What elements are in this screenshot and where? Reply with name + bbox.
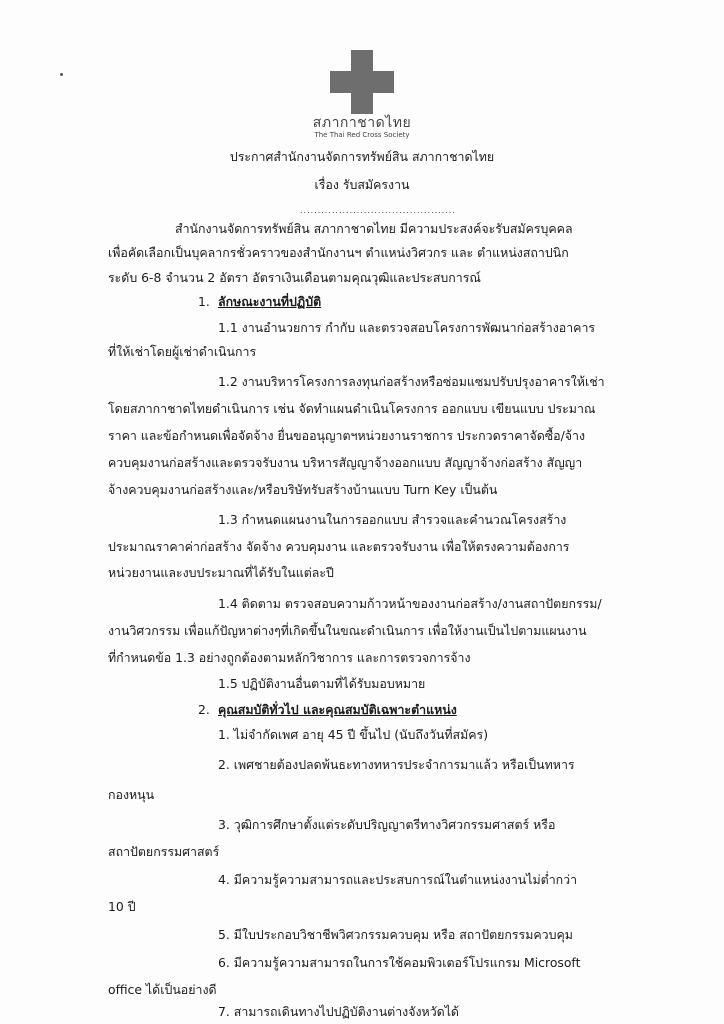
red-cross-icon [330, 50, 394, 114]
qualification-6-line-2: office ได้เป็นอย่างดี [108, 982, 217, 997]
qualification-3-line-2: สถาปัตยกรรมศาสตร์ [108, 844, 220, 859]
qualification-3-line-1: 3. วุฒิการศึกษาตั้งแต่ระดับปริญญาตรีทางวิศวกรรมศาสตร์ หรือ [218, 817, 556, 832]
qualification-2-line-2: กองหนุน [108, 787, 155, 802]
logo-english-name: The Thai Red Cross Society [314, 131, 410, 139]
item-1-4-line-1: 1.4 ติดตาม ตรวจสอบความก้าวหน้าของงานก่อสร้าง/งานสถาปัตยกรรม/ [218, 596, 602, 611]
item-1-2-line-1: 1.2 งานบริหารโครงการลงทุนก่อสร้างหรือซ่อมแซมปรับปรุงอาคารให้เช่า [218, 374, 605, 389]
item-1-2-line-4: ควบคุมงานก่อสร้างและตรวจรับงาน บริหารสัญญาจ้างออกแบบ สัญญาจ้างก่อสร้าง สัญญา [108, 455, 583, 470]
qualification-5: 5. มีใบประกอบวิชาชีพวิศวกรรมควบคุม หรือ สถาปัตยกรรมควบคุม [218, 927, 573, 942]
announcement-title: ประกาศสำนักงานจัดการทรัพย์สิน สภากาชาดไทย [229, 149, 495, 164]
qualification-7: 7. สามารถเดินทางไปปฏิบัติงานต่างจังหวัดได้ [218, 1004, 459, 1019]
section-1-number: 1. [198, 294, 210, 309]
item-1-4-line-2: งานวิศวกรรม เพื่อแก้ปัญหาต่างๆที่เกิดขึ้นในขณะดำเนินการ เพื่อให้งานเป็นไปตามแผนงาน [108, 623, 587, 638]
item-1-2-line-5: จ้างควบคุมงานก่อสร้างและ/หรือบริษัทรับสร้างบ้านแบบ Turn Key เป็นต้น [108, 482, 498, 497]
title-separator: ............................................ [300, 206, 456, 215]
qualification-6-line-1: 6. มีความรู้ความสามารถในการใช้คอมพิวเตอร์โปรแกรม Microsoft [218, 955, 581, 970]
qualification-2-line-1: 2. เพศชายต้องปลดพ้นธะทางทหารประจำการมาแล้ว หรือเป็นทหาร [218, 757, 575, 772]
announcement-subject: เรื่อง รับสมัครงาน [314, 177, 410, 192]
section-2-heading: คุณสมบัติทั่วไป และคุณสมบัติเฉพาะตำแหน่ง [218, 702, 457, 717]
intro-line-1: สำนักงานจัดการทรัพย์สิน สภากาชาดไทย มีความประสงค์จะรับสมัครบุคคล [175, 221, 573, 236]
section-1-heading: ลักษณะงานที่ปฏิบัติ [218, 294, 322, 309]
item-1-2-line-2: โดยสภากาชาดไทยดำเนินการ เช่น จัดทำแผนดำเนินโครงการ ออกแบบ เขียนแบบ ประมาณ [108, 401, 596, 416]
qualification-1: 1. ไม่จำกัดเพศ อายุ 45 ปี ขึ้นไป (นับถึงวันที่สมัคร) [218, 727, 489, 742]
item-1-3-line-2: ประมาณราคาค่าก่อสร้าง จัดจ้าง ควบคุมงาน และตรวจรับงาน เพื่อให้ตรงความต้องการ [108, 539, 570, 554]
intro-line-3: ระดับ 6-8 จำนวน 2 อัตรา อัตราเงินเดือนตามคุณวุฒิและประสบการณ์ [108, 270, 481, 285]
item-1-5-line-1: 1.5 ปฏิบัติงานอื่นตามที่ได้รับมอบหมาย [218, 676, 426, 691]
intro-line-2: เพื่อคัดเลือกเป็นบุคลากรชั่วคราวของสำนักงานฯ ตำแหน่งวิศวกร และ ตำแหน่งสถาปนิก [108, 245, 569, 260]
qualification-4-line-1: 4. มีความรู้ความสามารถและประสบการณ์ในตำแหน่งงานไม่ต่ำกว่า [218, 872, 578, 887]
section-2-number: 2. [198, 702, 210, 717]
qualification-4-line-2: 10 ปี [108, 899, 136, 914]
logo-thai-name: สภากาชาดไทย [312, 115, 412, 131]
item-1-3-line-1: 1.3 กำหนดแผนงานในการออกแบบ สำรวจและคำนวณโครงสร้าง [218, 512, 567, 527]
red-cross-logo [300, 50, 424, 140]
item-1-1-line-1: 1.1 งานอำนวยการ กำกับ และตรวจสอบโครงการพัฒนาก่อสร้างอาคาร [218, 320, 596, 335]
item-1-2-line-3: ราคา และข้อกำหนดเพื่อจัดจ้าง ยื่นขออนุญาตฯหน่วยงานราชการ ประกวดราคาจัดซื้อ/จ้าง [108, 428, 586, 443]
item-1-1-line-2: ที่ให้เช่าโดยผู้เช่าดำเนินการ [108, 344, 257, 359]
item-1-3-line-3: หน่วยงานและงบประมาณที่ได้รับในแต่ละปี [108, 565, 334, 580]
scan-speck [60, 73, 63, 76]
item-1-4-line-3: ที่กำหนดข้อ 1.3 อย่างถูกต้องตามหลักวิชาการ และการตรวจการจ้าง [108, 650, 471, 665]
